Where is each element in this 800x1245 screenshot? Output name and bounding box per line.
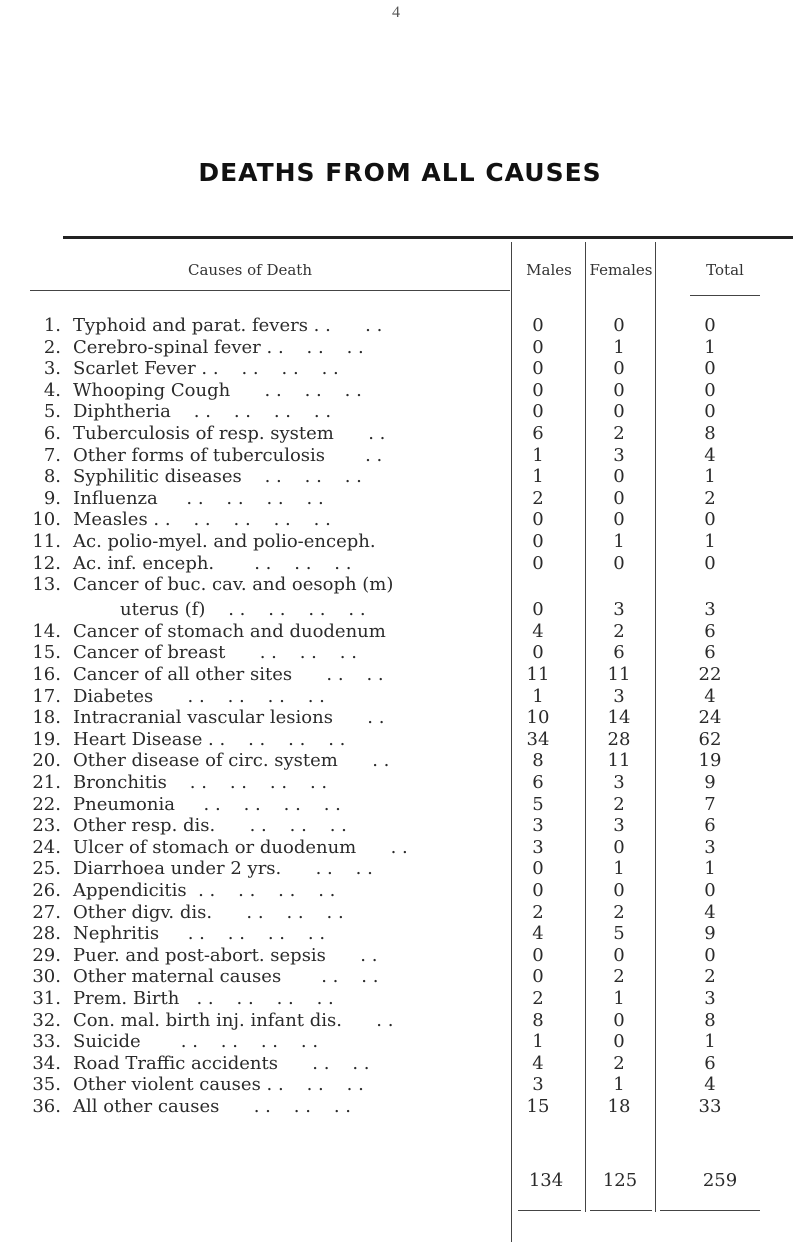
females-value: 1 — [613, 531, 625, 552]
row-number: 29. — [32, 944, 61, 966]
cause-label: Tuberculosis of resp. system . . — [73, 423, 386, 444]
row-number: 7. — [43, 444, 61, 466]
females-value: 2 — [613, 423, 625, 444]
total-value: 3 — [704, 988, 716, 1009]
cause-label: Measles . . . . . . . . . . — [73, 509, 331, 531]
row-number: 12. — [32, 552, 61, 574]
row-number: 31. — [32, 988, 61, 1009]
table-row — [0, 553, 800, 574]
cause-label: Other disease of circ. system . . — [73, 750, 390, 772]
table-row — [0, 1031, 800, 1052]
cause-label: Whooping Cough . . . . . . — [73, 379, 362, 401]
females-value: 2 — [613, 1052, 625, 1074]
total-value: 4 — [704, 685, 716, 707]
row-number: 13. — [32, 574, 61, 596]
row-number: 26. — [32, 880, 61, 901]
females-value: 6 — [613, 642, 625, 664]
table-row — [0, 401, 800, 422]
row-number: 28. — [32, 923, 61, 945]
females-value: 0 — [613, 379, 625, 401]
table-row — [0, 488, 800, 509]
column-header-females: Females — [589, 261, 653, 279]
row-number: 3. — [43, 358, 61, 380]
row-number: 22. — [32, 793, 61, 815]
males-value: 4 — [532, 620, 544, 642]
total-value: 0 — [704, 509, 716, 531]
total-value: 3 — [704, 599, 716, 621]
table-row — [0, 837, 800, 858]
females-value: 0 — [613, 466, 625, 488]
total-value: 1 — [704, 531, 716, 552]
table-row — [0, 880, 800, 901]
males-value: 0 — [532, 858, 544, 880]
total-value: 9 — [704, 923, 716, 945]
table-row — [0, 337, 800, 358]
total-value: 6 — [704, 1052, 716, 1074]
males-value: 2 — [532, 901, 544, 923]
total-underline-females — [590, 1210, 652, 1211]
cause-label: Scarlet Fever . . . . . . . . — [73, 358, 339, 380]
females-value: 3 — [613, 444, 625, 466]
cause-label: Prem. Birth . . . . . . . . — [73, 988, 334, 1009]
table-row — [0, 509, 800, 530]
total-value: 0 — [704, 401, 716, 423]
total-value: 62 — [698, 728, 722, 750]
cause-label: Pneumonia . . . . . . . . — [73, 793, 341, 815]
page-number: 4 — [392, 4, 400, 21]
females-value: 0 — [613, 1031, 625, 1053]
males-value: 15 — [526, 1096, 550, 1117]
cause-label: Other digv. dis. . . . . . . — [73, 901, 344, 923]
total-value: 22 — [698, 664, 722, 685]
table-row — [0, 531, 800, 552]
column-header-males: Males — [526, 261, 572, 279]
table-row — [0, 1053, 800, 1074]
total-value: 1 — [704, 858, 716, 880]
row-number: 11. — [32, 531, 61, 552]
females-value: 0 — [613, 487, 625, 509]
row-number: 5. — [43, 401, 61, 423]
cause-label: Diphtheria . . . . . . . . — [73, 401, 332, 423]
table-row — [0, 750, 800, 771]
total-value: 24 — [698, 707, 722, 729]
males-value: 0 — [532, 336, 544, 358]
table-row — [0, 794, 800, 815]
total-females: 125 — [602, 1170, 638, 1191]
females-value: 0 — [613, 880, 625, 901]
table-row — [0, 1074, 800, 1095]
total-value: 0 — [704, 315, 716, 336]
total-value: 1 — [704, 336, 716, 358]
females-value: 2 — [613, 793, 625, 815]
females-value: 5 — [613, 923, 625, 945]
row-number: 16. — [32, 664, 61, 685]
total-value: 33 — [698, 1096, 722, 1117]
females-value: 28 — [607, 728, 631, 750]
cause-label: Influenza . . . . . . . . — [73, 487, 324, 509]
row-number: 35. — [32, 1074, 61, 1096]
females-value: 0 — [613, 836, 625, 858]
table-row — [0, 966, 800, 987]
females-value: 18 — [607, 1096, 631, 1117]
table-row — [0, 423, 800, 444]
total-value: 1 — [704, 466, 716, 488]
total-value: 6 — [704, 815, 716, 837]
females-value: 11 — [607, 750, 631, 772]
cause-label: All other causes . . . . . . — [73, 1096, 352, 1117]
total-value: 0 — [704, 880, 716, 901]
table-row — [0, 1010, 800, 1031]
total-value: 0 — [704, 552, 716, 574]
table-row — [0, 621, 800, 642]
males-value: 0 — [532, 358, 544, 380]
row-number: 19. — [32, 728, 61, 750]
table-row — [0, 445, 800, 466]
cause-label: Other maternal causes . . . . — [73, 966, 379, 988]
row-number: 2. — [43, 336, 61, 358]
table-row — [0, 664, 800, 685]
cause-label: Nephritis . . . . . . . . — [73, 923, 326, 945]
row-number: 1. — [43, 315, 61, 336]
table-row — [0, 380, 800, 401]
row-number: 15. — [32, 642, 61, 664]
females-value: 14 — [607, 707, 631, 729]
row-number: 24. — [32, 836, 61, 858]
total-underline-males — [518, 1210, 581, 1211]
table-row — [0, 923, 800, 944]
males-value: 3 — [532, 815, 544, 837]
total-header-underline — [690, 295, 760, 296]
table-row — [0, 858, 800, 879]
table-row — [0, 1096, 800, 1117]
females-value: 1 — [613, 1074, 625, 1096]
total-value: 3 — [704, 836, 716, 858]
females-value: 0 — [613, 944, 625, 966]
cause-label: Other resp. dis. . . . . . . — [73, 815, 347, 837]
cause-label: Bronchitis . . . . . . . . — [73, 772, 328, 793]
row-number: 32. — [32, 1009, 61, 1031]
females-value: 0 — [613, 552, 625, 574]
total-value: 6 — [704, 642, 716, 664]
cause-label: Diabetes . . . . . . . . — [73, 685, 325, 707]
row-number: 33. — [32, 1031, 61, 1053]
cause-label: Suicide . . . . . . . . — [73, 1031, 319, 1053]
cause-label: Cancer of all other sites . . . . — [73, 664, 384, 685]
total-value: 7 — [704, 793, 716, 815]
total-value: 9 — [704, 772, 716, 793]
row-number: 21. — [32, 772, 61, 793]
females-value: 0 — [613, 401, 625, 423]
row-number: 36. — [32, 1096, 61, 1117]
row-number: 9. — [43, 487, 61, 509]
row-number: 10. — [32, 509, 61, 531]
table-row — [0, 902, 800, 923]
total-value: 4 — [704, 444, 716, 466]
row-number: 14. — [32, 620, 61, 642]
males-value: 0 — [532, 599, 544, 621]
cause-label: Other forms of tuberculosis . . — [73, 444, 383, 466]
males-value: 0 — [532, 966, 544, 988]
females-value: 0 — [613, 1009, 625, 1031]
table-row — [0, 358, 800, 379]
header-underline — [30, 290, 510, 291]
row-number: 30. — [32, 966, 61, 988]
total-value: 2 — [704, 966, 716, 988]
males-value: 6 — [532, 772, 544, 793]
total-value: 2 — [704, 487, 716, 509]
females-value: 1 — [613, 336, 625, 358]
cause-label: Appendicitis . . . . . . . . — [73, 880, 336, 901]
cause-label: Intracranial vascular lesions . . — [73, 707, 385, 729]
total-value: 6 — [704, 620, 716, 642]
table-row — [0, 642, 800, 663]
males-value: 0 — [532, 642, 544, 664]
males-value: 2 — [532, 487, 544, 509]
males-value: 3 — [532, 1074, 544, 1096]
total-value: 4 — [704, 1074, 716, 1096]
cause-label: Typhoid and parat. fevers . . . . — [73, 315, 383, 336]
males-value: 0 — [532, 552, 544, 574]
cause-label: Ac. polio-myel. and polio-enceph. — [73, 531, 376, 552]
row-number: 18. — [32, 707, 61, 729]
males-value: 1 — [532, 466, 544, 488]
cause-label: Con. mal. birth inj. infant dis. . . — [73, 1009, 394, 1031]
cause-label: Ac. inf. enceph. . . . . . . — [73, 552, 352, 574]
males-value: 4 — [532, 1052, 544, 1074]
total-value: 4 — [704, 901, 716, 923]
total-value: 8 — [704, 1009, 716, 1031]
females-value: 3 — [613, 772, 625, 793]
females-value: 1 — [613, 858, 625, 880]
females-value: 3 — [613, 685, 625, 707]
table-row — [0, 574, 800, 621]
cause-label: Cancer of stomach and duodenum — [73, 620, 386, 642]
males-value: 8 — [532, 1009, 544, 1031]
cause-label: Syphilitic diseases . . . . . . — [73, 466, 362, 488]
cause-label: Puer. and post-abort. sepsis . . — [73, 944, 378, 966]
row-number: 6. — [43, 423, 61, 444]
cause-label: Diarrhoea under 2 yrs. . . . . — [73, 858, 373, 880]
females-value: 1 — [613, 988, 625, 1009]
males-value: 8 — [532, 750, 544, 772]
males-value: 0 — [532, 531, 544, 552]
females-value: 3 — [613, 815, 625, 837]
total-males: 134 — [528, 1170, 564, 1191]
row-number: 34. — [32, 1052, 61, 1074]
females-value: 2 — [613, 966, 625, 988]
total-value: 8 — [704, 423, 716, 444]
row-number: 25. — [32, 858, 61, 880]
females-value: 0 — [613, 315, 625, 336]
column-header-total: Total — [706, 261, 744, 279]
males-value: 6 — [532, 423, 544, 444]
males-value: 3 — [532, 836, 544, 858]
table-row — [0, 945, 800, 966]
row-number: 23. — [32, 815, 61, 837]
cause-label: Ulcer of stomach or duodenum . . — [73, 836, 408, 858]
males-value: 10 — [526, 707, 550, 729]
females-value: 2 — [613, 620, 625, 642]
cause-label-continuation: uterus (f) . . . . . . . . — [120, 599, 366, 621]
cause-label: Heart Disease . . . . . . . . — [73, 728, 346, 750]
column-header-cause: Causes of Death — [187, 261, 312, 279]
header-rule — [63, 236, 793, 239]
row-number: 4. — [43, 379, 61, 401]
total-underline-total — [660, 1210, 760, 1211]
total-value: 0 — [704, 379, 716, 401]
row-number: 27. — [32, 901, 61, 923]
females-value: 2 — [613, 901, 625, 923]
table-row — [0, 988, 800, 1009]
females-value: 0 — [613, 509, 625, 531]
page-title: DEATHS FROM ALL CAUSES — [198, 158, 602, 187]
males-value: 0 — [532, 880, 544, 901]
table-row — [0, 729, 800, 750]
row-number: 8. — [43, 466, 61, 488]
cause-label: Cancer of breast . . . . . . — [73, 642, 357, 664]
cause-label: Road Traffic accidents . . . . — [73, 1052, 370, 1074]
males-value: 0 — [532, 315, 544, 336]
cause-label: Other violent causes . . . . . . — [73, 1074, 364, 1096]
cause-label: Cerebro-spinal fever . . . . . . — [73, 336, 364, 358]
total-value: 0 — [704, 944, 716, 966]
females-value: 11 — [607, 664, 631, 685]
males-value: 0 — [532, 944, 544, 966]
males-value: 34 — [526, 728, 550, 750]
males-value: 2 — [532, 988, 544, 1009]
males-value: 0 — [532, 379, 544, 401]
total-all: 259 — [702, 1170, 738, 1191]
table-row — [0, 315, 800, 336]
table-row — [0, 686, 800, 707]
males-value: 5 — [532, 793, 544, 815]
females-value: 0 — [613, 358, 625, 380]
males-value: 1 — [532, 444, 544, 466]
males-value: 0 — [532, 509, 544, 531]
total-value: 19 — [698, 750, 722, 772]
table-row — [0, 707, 800, 728]
males-value: 4 — [532, 923, 544, 945]
males-value: 0 — [532, 401, 544, 423]
table-row — [0, 772, 800, 793]
row-number: 20. — [32, 750, 61, 772]
males-value: 1 — [532, 1031, 544, 1053]
total-value: 0 — [704, 358, 716, 380]
total-value: 1 — [704, 1031, 716, 1053]
males-value: 1 — [532, 685, 544, 707]
table-row — [0, 466, 800, 487]
females-value: 3 — [613, 599, 625, 621]
row-number: 17. — [32, 685, 61, 707]
cause-label: Cancer of buc. cav. and oesoph (m) — [73, 574, 394, 596]
table-row — [0, 815, 800, 836]
males-value: 11 — [526, 664, 550, 685]
